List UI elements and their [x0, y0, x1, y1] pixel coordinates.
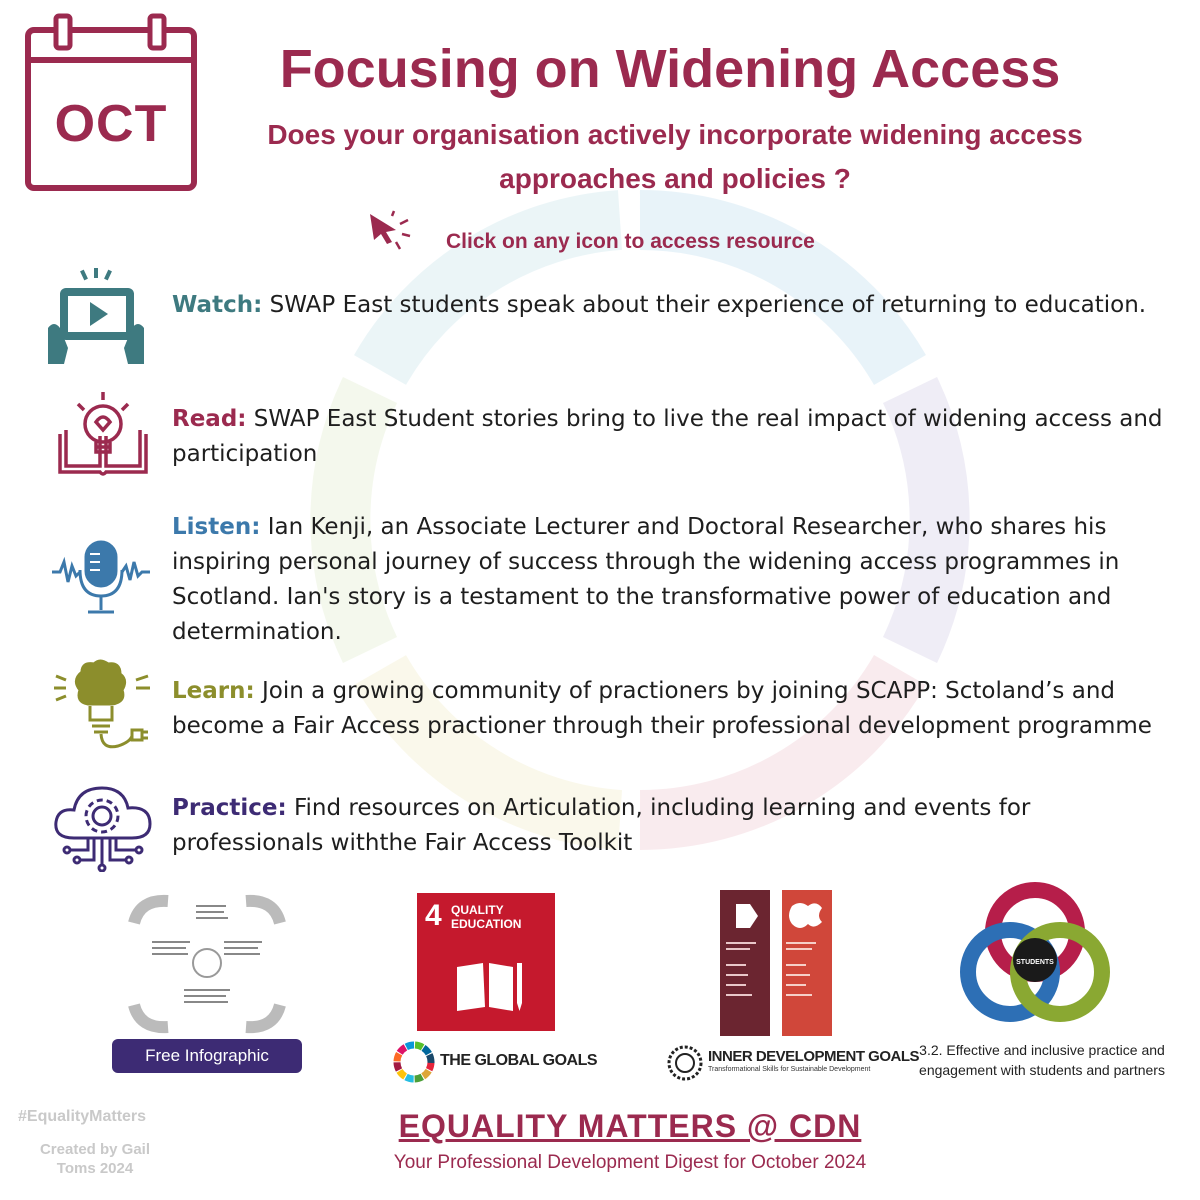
- resource-learn-label[interactable]: Learn:: [172, 678, 255, 704]
- cursor-click-icon: [366, 210, 414, 250]
- sdg-label: QUALITY EDUCATION: [451, 903, 522, 931]
- resource-read: [172, 402, 1172, 472]
- global-goals-label: THE GLOBAL GOALS: [440, 1052, 598, 1069]
- idg-logo-icon: [666, 1044, 704, 1082]
- sdg-number: 4: [425, 899, 442, 932]
- resource-practice-text: Find resources on Articulation, including learning and events for professionals withthe Fair Access Toolkit: [172, 795, 1031, 856]
- inner-development-goals-cards[interactable]: [720, 890, 834, 1036]
- footer-hashtag: #EqualityMatters: [18, 1108, 147, 1125]
- cloud-gear-icon[interactable]: [52, 782, 154, 872]
- professional-standards-caption: 3.2. Effective and inclusive practice and engagement with students and partners: [919, 1042, 1165, 1078]
- idg-title: INNER DEVELOPMENT GOALS: [708, 1048, 920, 1065]
- resource-learn: [172, 674, 1172, 744]
- footer-title: EQUALITY MATTERS @ CDN: [398, 1108, 862, 1144]
- resource-read-label[interactable]: Read:: [172, 406, 247, 432]
- resource-practice-label[interactable]: Practice:: [172, 795, 287, 821]
- brain-bulb-icon[interactable]: [52, 658, 152, 754]
- resource-watch-label[interactable]: Watch:: [172, 292, 263, 318]
- svg-text:STUDENTS: STUDENTS: [1016, 959, 1054, 966]
- sdg-quality-education-tile[interactable]: [417, 893, 555, 1031]
- resource-watch-text: SWAP East students speak about their experience of returning to education.: [262, 292, 1147, 318]
- resource-learn-text: Join a growing community of practioners by joining SCAPP: Sctoland’s and become a Fair Access practioner through their professional development programme: [172, 678, 1152, 739]
- resource-listen-label[interactable]: Listen:: [172, 514, 261, 540]
- calendar-month: OCT: [54, 95, 168, 153]
- footer-subtitle: Your Professional Development Digest for October 2024: [393, 1152, 867, 1173]
- resource-listen-text: Ian Kenji, an Associate Lecturer and Doctoral Researcher, who shares his inspiring personal journey of success through the widening access programmes in Scotland. Ian's story is a testament to the transformative power of education and determination.: [172, 514, 1120, 645]
- free-infographic-button[interactable]: Free Infographic: [112, 1039, 302, 1073]
- book-lightbulb-icon[interactable]: [56, 390, 150, 480]
- resource-watch: [172, 288, 1172, 323]
- video-tablet-icon[interactable]: [46, 268, 146, 368]
- book-pencil-icon: [455, 959, 523, 1015]
- idg-subtitle: Transformational Skills for Sustainable Development: [708, 1066, 871, 1073]
- resource-listen: [172, 510, 1172, 650]
- click-instruction: Click on any icon to access resource: [446, 230, 815, 253]
- microphone-icon[interactable]: [52, 540, 150, 616]
- footer-credit: Created by Gail Toms 2024: [39, 1141, 151, 1177]
- page-subtitle: Does your organisation actively incorporate widening access approaches and policies ?: [267, 119, 1083, 194]
- resource-practice: [172, 791, 1172, 861]
- global-goals-wheel-icon: [392, 1040, 436, 1084]
- professional-standards-rings[interactable]: [960, 880, 1110, 1030]
- resource-read-text: SWAP East Student stories bring to live the real impact of widening access and participation: [172, 406, 1163, 467]
- page-title: Focusing on Widening Access: [279, 39, 1061, 99]
